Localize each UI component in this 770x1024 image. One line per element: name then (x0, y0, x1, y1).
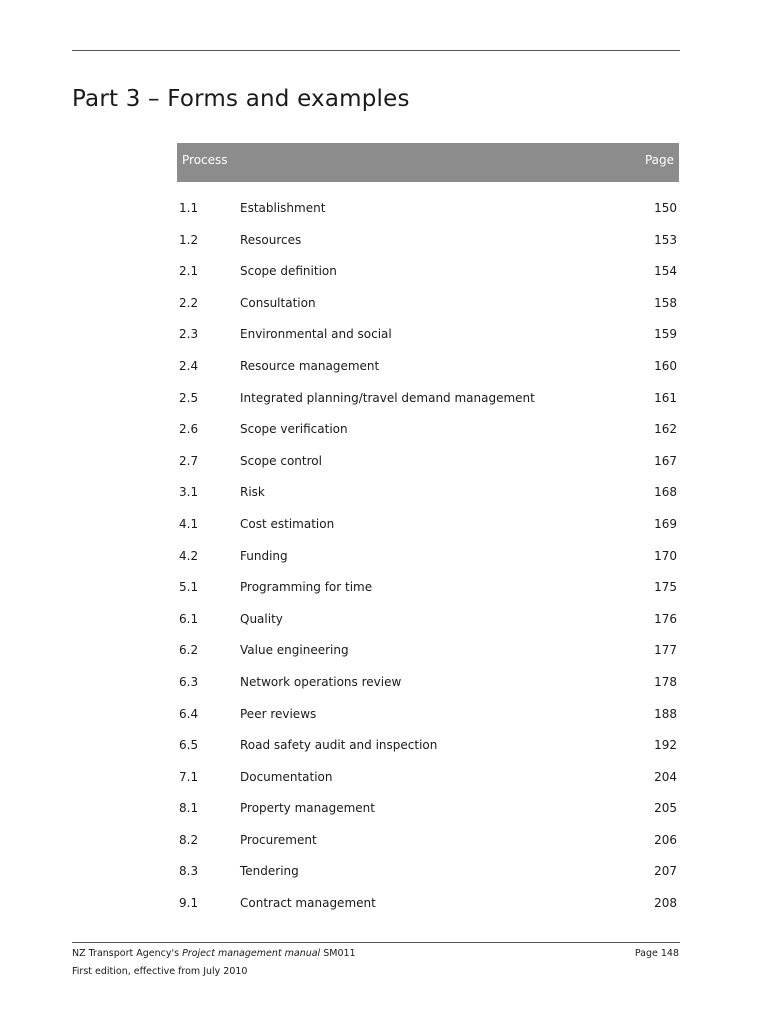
row-page: 161 (654, 390, 677, 405)
table-row (177, 412, 679, 444)
row-number: 8.1 (179, 801, 199, 816)
row-page: 205 (654, 801, 677, 816)
table-row (177, 886, 679, 918)
footer-edition: First edition, effective from July 2010 (72, 966, 248, 977)
table-row (177, 823, 679, 855)
row-page: 208 (654, 896, 677, 911)
header-page: Page (644, 153, 674, 167)
row-page: 204 (654, 769, 677, 784)
row-title: Road safety audit and inspection (240, 738, 438, 753)
table-row (177, 191, 679, 223)
footer-page-number: Page 148 (634, 948, 679, 959)
row-page: 192 (654, 738, 677, 753)
row-page: 158 (654, 295, 677, 310)
table-row (177, 381, 679, 413)
row-number: 3.1 (179, 485, 199, 500)
row-number: 6.5 (179, 738, 199, 753)
table-row (177, 791, 679, 823)
row-number: 2.4 (179, 358, 199, 373)
row-page: 160 (654, 358, 677, 373)
row-title: Quality (240, 611, 283, 626)
footer-publisher: NZ Transport Agency's (72, 948, 183, 959)
row-title: Consultation (240, 295, 316, 310)
table-row (177, 475, 679, 507)
row-title: Scope definition (240, 264, 337, 279)
row-page: 168 (654, 485, 677, 500)
footer-manual-code: SM011 (320, 948, 356, 959)
row-title: Establishment (240, 201, 326, 215)
row-page: 170 (654, 548, 677, 563)
row-number: 5.1 (179, 580, 199, 595)
row-page: 159 (654, 327, 677, 342)
row-page: 162 (654, 422, 677, 437)
row-number: 2.3 (179, 327, 199, 342)
row-number: 9.1 (179, 896, 199, 911)
row-number: 2.1 (179, 264, 199, 279)
row-title: Integrated planning/travel demand management (240, 390, 535, 405)
row-title: Tendering (240, 864, 299, 879)
row-title: Property management (240, 801, 375, 816)
row-title: Risk (240, 485, 265, 500)
row-number: 6.2 (179, 643, 199, 658)
row-title: Contract management (240, 896, 376, 911)
table-row (177, 507, 679, 539)
bottom-rule (72, 942, 680, 943)
row-number: 6.1 (179, 611, 199, 626)
row-number: 4.2 (179, 548, 199, 563)
row-number: 6.4 (179, 706, 199, 721)
row-page: 177 (654, 643, 677, 658)
row-number: 8.3 (179, 864, 199, 879)
table-row (177, 854, 679, 886)
top-rule (72, 50, 680, 51)
table-row (177, 570, 679, 602)
footer-manual-title: Project management manual (182, 948, 321, 959)
row-number: 8.2 (179, 832, 199, 847)
row-page: 153 (654, 232, 677, 247)
row-title: Resource management (240, 358, 380, 373)
row-title: Documentation (240, 769, 333, 784)
row-page: 207 (654, 864, 677, 879)
row-page: 167 (654, 453, 677, 468)
row-number: 1.2 (179, 232, 199, 247)
row-number: 2.6 (179, 422, 199, 437)
footer-publication (72, 948, 356, 959)
row-title: Funding (240, 548, 288, 563)
table-row (177, 349, 679, 381)
row-title: Peer reviews (240, 706, 317, 721)
table-row (177, 728, 679, 760)
row-page: 178 (654, 674, 677, 689)
table-row (177, 697, 679, 729)
table-row (177, 539, 679, 571)
table-row (177, 286, 679, 318)
table-row (177, 223, 679, 255)
table-row (177, 602, 679, 634)
row-title: Resources (240, 232, 302, 247)
row-number: 6.3 (179, 674, 199, 689)
row-title: Environmental and social (240, 327, 392, 342)
header-process: Process (182, 153, 228, 167)
row-page: 169 (654, 516, 677, 531)
row-page: 188 (654, 706, 677, 721)
row-page: 206 (654, 832, 677, 847)
row-page: 176 (654, 611, 677, 626)
row-title: Programming for time (240, 580, 373, 595)
table-row (177, 665, 679, 697)
row-title: Value engineering (240, 643, 349, 658)
row-number: 4.1 (179, 516, 199, 531)
row-page: 175 (654, 580, 677, 595)
row-page: 150 (654, 201, 677, 215)
row-title: Network operations review (240, 674, 402, 689)
table-row (177, 444, 679, 476)
row-title: Cost estimation (240, 516, 335, 531)
row-number: 7.1 (179, 769, 199, 784)
table-row (177, 633, 679, 665)
row-number: 2.2 (179, 295, 199, 310)
row-number: 2.7 (179, 453, 199, 468)
row-number: 2.5 (179, 390, 199, 405)
row-title: Procurement (240, 832, 317, 847)
page-title: Part 3 – Forms and examples (72, 86, 410, 112)
row-page: 154 (654, 264, 677, 279)
table-row (177, 317, 679, 349)
row-title: Scope verification (240, 422, 348, 437)
table-header (177, 143, 679, 182)
row-number: 1.1 (179, 201, 199, 215)
table-body (177, 191, 679, 918)
row-title: Scope control (240, 453, 322, 468)
table-row (177, 254, 679, 286)
table-row (177, 760, 679, 792)
